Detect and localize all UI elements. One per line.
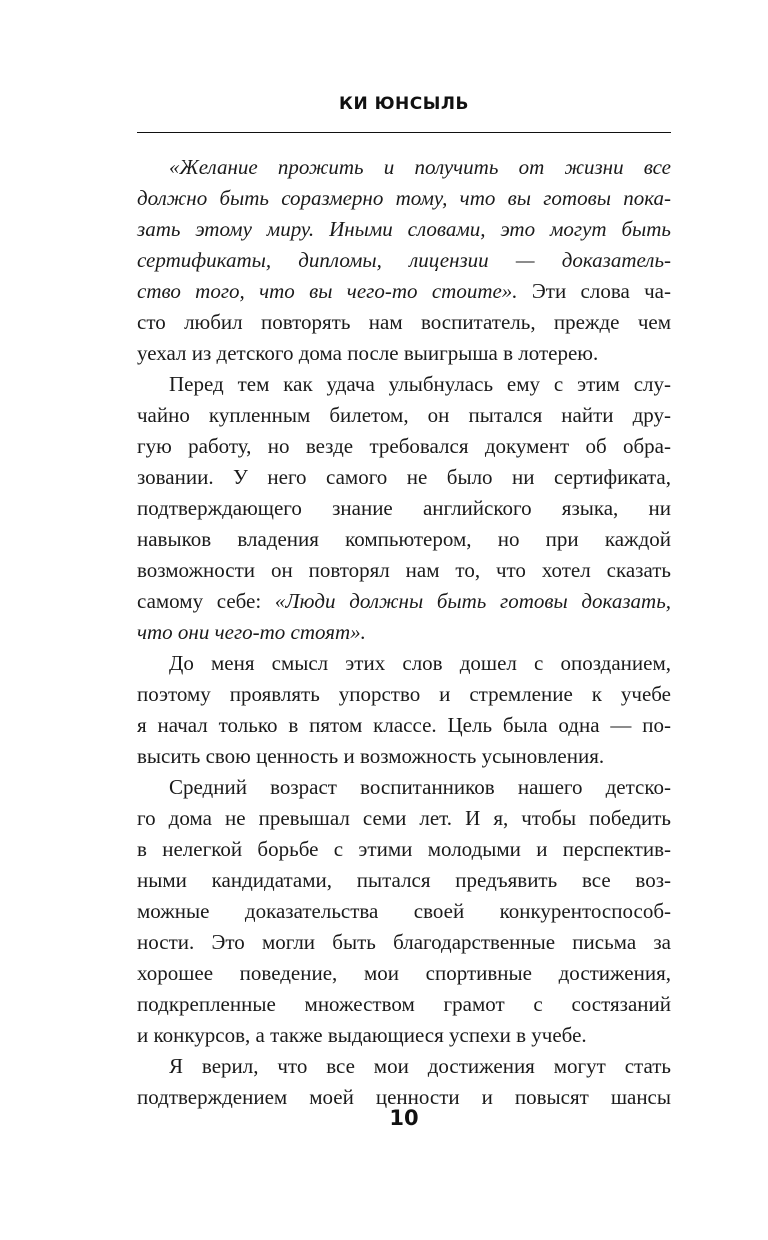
italic-segment: ство того, что вы чего-то стоите». <box>137 279 518 303</box>
text-line <box>137 648 671 679</box>
text-line <box>137 586 671 617</box>
text-line <box>137 152 671 183</box>
text-segment: можные доказательства своей конкурентоспособ- <box>137 899 671 923</box>
text-segment: зовании. У него самого не было ни сертификата, <box>137 465 671 489</box>
text-segment: ности. Это могли быть благодарственные письма за <box>137 930 671 954</box>
text-segment: и конкурсов, а также выдающиеся успехи в учебе. <box>137 1023 587 1047</box>
text-segment: Средний возраст воспитанников нашего детско- <box>169 775 671 799</box>
paragraph <box>137 369 671 648</box>
running-head: КИ ЮНСЫЛЬ <box>339 94 469 114</box>
text-segment: поэтому проявлять упорство и стремление к учебе <box>137 682 671 706</box>
text-segment: го дома не превышал семи лет. И я, чтобы победить <box>137 806 671 830</box>
text-line <box>137 276 671 307</box>
italic-segment: что они чего-то стоят». <box>137 620 366 644</box>
italic-segment: «Люди должны быть готовы доказать, <box>274 589 671 613</box>
text-line <box>137 834 671 865</box>
text-line <box>137 307 671 338</box>
text-line <box>137 1020 671 1051</box>
text-line <box>137 183 671 214</box>
text-segment: Я верил, что все мои достижения могут стать <box>169 1054 671 1078</box>
text-segment: навыков владения компьютером, но при каждой <box>137 527 671 551</box>
text-line <box>137 741 671 772</box>
text-segment: Эти слова ча- <box>517 279 671 303</box>
text-line <box>137 400 671 431</box>
paragraph <box>137 772 671 1051</box>
text-line <box>137 369 671 400</box>
italic-segment: зать этому миру. Иными словами, это могут быть <box>137 217 671 241</box>
text-line <box>137 462 671 493</box>
italic-segment: должно быть соразмерно тому, что вы готовы пока- <box>137 186 671 210</box>
text-segment: До меня смысл этих слов дошел с опозданием, <box>169 651 671 675</box>
text-line <box>137 431 671 462</box>
text-segment: сто любил повторять нам воспитатель, прежде чем <box>137 310 671 334</box>
paragraph <box>137 152 671 369</box>
text-segment: подтверждением моей ценности и повысят шансы <box>137 1085 671 1109</box>
header-rule <box>137 132 671 133</box>
body-text <box>137 152 671 1113</box>
text-segment: самому себе: <box>137 589 275 613</box>
paragraph <box>137 1051 671 1113</box>
italic-segment: «Желание прожить и получить от жизни все <box>169 155 671 179</box>
text-line <box>137 214 671 245</box>
text-line <box>137 989 671 1020</box>
italic-segment: сертификаты, дипломы, лицензии — доказатель- <box>137 248 671 272</box>
text-segment: подтверждающего знание английского языка, ни <box>137 496 671 520</box>
text-segment: хорошее поведение, мои спортивные достижения, <box>137 961 671 985</box>
text-line <box>137 617 671 648</box>
text-line <box>137 803 671 834</box>
text-line <box>137 896 671 927</box>
text-segment: ными кандидатами, пытался предъявить все воз- <box>137 868 671 892</box>
text-line <box>137 679 671 710</box>
text-line <box>137 927 671 958</box>
text-line <box>137 772 671 803</box>
text-line <box>137 710 671 741</box>
text-line <box>137 1051 671 1082</box>
text-segment: подкрепленные множеством грамот с состязаний <box>137 992 671 1016</box>
text-line <box>137 555 671 586</box>
text-line <box>137 865 671 896</box>
page-number: 10 <box>389 1106 419 1130</box>
text-segment: высить свою ценность и возможность усыновления. <box>137 744 605 768</box>
text-segment: гую работу, но везде требовался документ об обра- <box>137 434 671 458</box>
text-segment: Перед тем как удача улыбнулась ему с этим слу- <box>169 372 671 396</box>
text-segment: в нелегкой борьбе с этими молодыми и перспектив- <box>137 837 671 861</box>
text-segment: я начал только в пятом классе. Цель была одна — по- <box>137 713 671 737</box>
text-line <box>137 524 671 555</box>
text-line <box>137 245 671 276</box>
text-line <box>137 338 671 369</box>
text-line <box>137 493 671 524</box>
text-segment: уехал из детского дома после выигрыша в лотерею. <box>137 341 599 365</box>
paragraph <box>137 648 671 772</box>
text-line <box>137 958 671 989</box>
text-segment: чайно купленным билетом, он пытался найти дру- <box>137 403 671 427</box>
text-segment: возможности он повторял нам то, что хотел сказать <box>137 558 671 582</box>
